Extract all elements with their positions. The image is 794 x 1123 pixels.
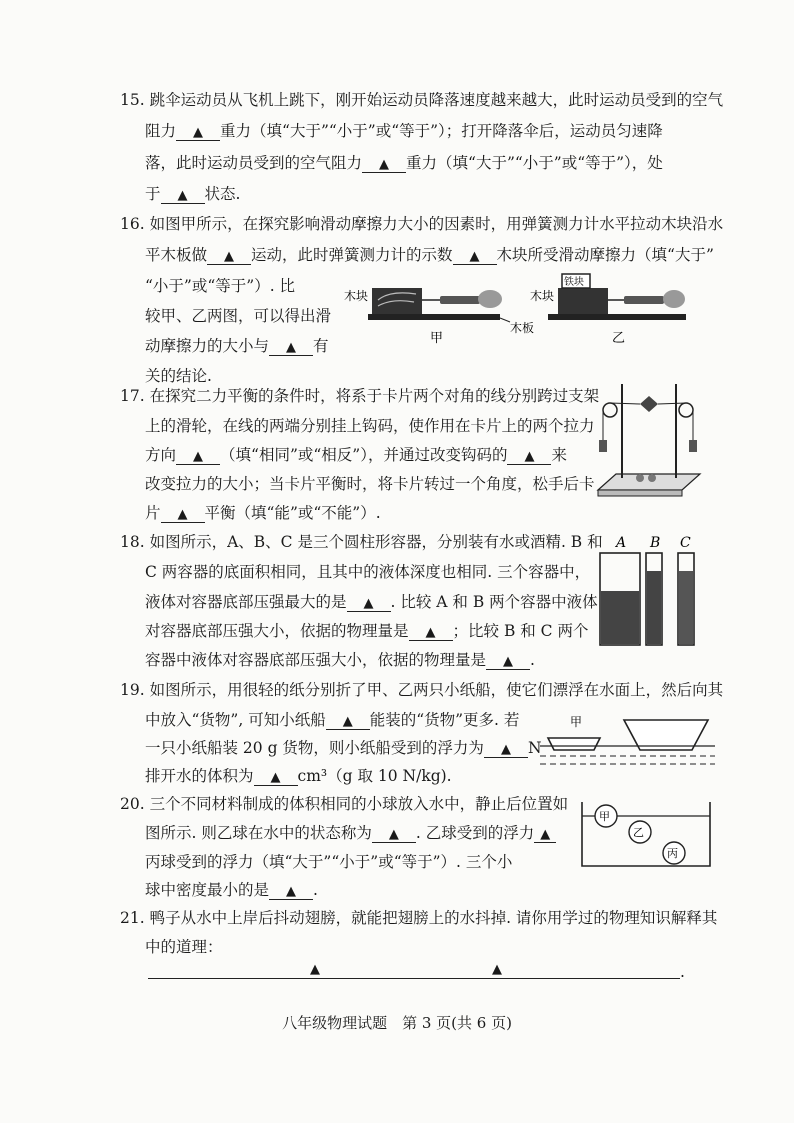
boat-jia — [548, 738, 600, 750]
board-left — [368, 314, 500, 320]
card — [640, 396, 658, 412]
answer-mark: ▲ — [363, 596, 374, 611]
q16-text: 有 — [313, 337, 329, 355]
fig-label: 铁块 — [564, 277, 584, 288]
q18-blank-2[interactable] — [409, 622, 453, 641]
answer-mark: ▲ — [270, 770, 281, 785]
q18-blank-3[interactable] — [486, 651, 530, 670]
liquid-a — [601, 591, 639, 644]
q20-line2 — [145, 823, 556, 843]
q16-line5 — [145, 336, 329, 356]
q16-line3: “小于”或“等于”）. 比 — [145, 277, 296, 295]
fig-label: 甲 — [570, 715, 583, 729]
q16-text: 木块所受滑动摩擦力（填“大于” — [496, 246, 714, 264]
pulley-right — [679, 403, 693, 417]
q18-line5 — [145, 650, 535, 670]
fig-label: 丙 — [667, 847, 678, 860]
answer-mark: ▲ — [469, 249, 480, 264]
answer-mark: ▲ — [500, 742, 511, 757]
q16-blank-2[interactable] — [453, 246, 497, 265]
board-right — [548, 314, 686, 320]
q17-blank-3[interactable] — [161, 504, 205, 523]
fig-label: 木板 — [510, 321, 535, 335]
q17-blank-1[interactable] — [176, 446, 220, 465]
q15-line1: 15. 跳伞运动员从飞机上跳下，刚开始运动员降落速度越来越大，此时运动员受到的空气 — [120, 91, 724, 109]
paper-boats-figure — [540, 712, 715, 770]
q15-text: 重力（填“大于”“小于”或“等于”）；打开降落伞后，运动员匀速降 — [220, 122, 663, 140]
label-b: B — [650, 535, 661, 551]
q15-blank-2[interactable] — [362, 154, 406, 173]
q16-line1: 16. 如图甲所示，在探究影响滑动摩擦力大小的因素时，用弹簧测力计水平拉动木块沿水 — [120, 215, 724, 233]
pulley-left — [603, 403, 617, 417]
q17-text: 方向 — [145, 446, 177, 464]
page-footer: 八年级物理试题 第 3 页(共 6 页) — [282, 1014, 512, 1032]
q19-line1: 19. 如图所示，用很轻的纸分别折了甲、乙两只小纸船，使它们漂浮在水面上，然后向其 — [120, 681, 724, 699]
answer-mark: ▲ — [193, 449, 204, 464]
q15-text: 于 — [145, 185, 161, 203]
q19-text: cm³（g 取 10 N/kg). — [297, 767, 452, 785]
answer-mark: ▲ — [379, 157, 390, 172]
answer-mark: ▲ — [342, 714, 353, 729]
q20-line4 — [145, 880, 318, 900]
q19-text: 一只小纸船装 20 g 货物，则小纸船受到的浮力为 — [145, 739, 484, 757]
answer-mark: ▲ — [524, 449, 535, 464]
q16-blank-3[interactable] — [269, 337, 313, 356]
q20-blank-1[interactable] — [372, 824, 416, 843]
containers-figure — [596, 533, 702, 648]
q15-line2 — [145, 121, 663, 141]
q18-text: ；比较 B 和 C 两个 — [452, 622, 589, 640]
q20-text: . — [313, 881, 318, 899]
q20-text: . 乙球受到的浮力 — [415, 824, 535, 842]
q21-answer-line[interactable] — [148, 978, 680, 979]
liquid-b — [647, 571, 661, 644]
q19-line2 — [145, 710, 519, 730]
q16-line4: 较甲、乙两图，可以得出滑 — [145, 307, 332, 325]
q19-text: N — [527, 739, 542, 757]
wood-block-right — [558, 288, 608, 314]
spring-scale-left — [440, 296, 480, 304]
label-a: A — [616, 535, 627, 551]
q20-text: 图所示. 则乙球在水中的状态称为 — [145, 824, 372, 842]
balance-apparatus-figure — [594, 378, 704, 504]
label-c: C — [680, 535, 691, 551]
q15-line4 — [145, 184, 240, 204]
q17-line4: 改变拉力的大小；当卡片平衡时，将卡片转过一个角度，松手后卡 — [145, 475, 595, 493]
answer-mark: ▲ — [193, 125, 204, 140]
q15-text: 阻力 — [145, 122, 177, 140]
fig-label: 乙 — [612, 331, 626, 346]
q15-text: 重力（填“大于”“小于”或“等于”），处 — [406, 154, 663, 172]
q21-end-period: . — [680, 963, 685, 981]
q17-blank-2[interactable] — [507, 446, 551, 465]
fig-label: 木块 — [530, 289, 555, 303]
q17-text: （填“相同”或“相反”），并通过改变钩码的 — [220, 446, 508, 464]
q18-text: . 比较 A 和 B 两个容器中液体 — [390, 593, 598, 611]
liquid-c — [679, 571, 693, 644]
answer-mark: ▲ — [286, 340, 297, 355]
spring-scale-right — [624, 296, 664, 304]
q16-blank-1[interactable] — [207, 246, 251, 265]
q19-text: 能装的“货物”更多. 若 — [369, 711, 520, 729]
fig-label: 木块 — [344, 289, 369, 303]
fig-label: 甲 — [599, 810, 610, 823]
q17-text: 来 — [551, 446, 567, 464]
q18-text: 容器中液体对容器底部压强大小，依据的物理量是 — [145, 651, 487, 669]
fig-label: 甲 — [430, 331, 444, 346]
q16-line6: 关的结论. — [145, 367, 212, 385]
hand-right — [663, 290, 685, 308]
q19-text: 排开水的体积为 — [145, 767, 254, 785]
answer-mark: ▲ — [503, 654, 514, 669]
q19-text: 中放入“货物”, 可知小纸船 — [145, 711, 326, 729]
answer-mark: ▲ — [310, 962, 320, 977]
q19-blank-2[interactable] — [484, 739, 528, 758]
q19-line4 — [145, 766, 452, 786]
q21-line1: 21. 鸭子从水中上岸后抖动翅膀，就能把翅膀上的水抖掉. 请你用学过的物理知识解释其 — [120, 909, 718, 927]
balls-in-water-figure — [578, 800, 714, 870]
q18-text: . — [530, 651, 535, 669]
q18-line1: 18. 如图所示，A、B、C 是三个圆柱形容器，分别装有水或酒精. B 和 — [120, 533, 603, 551]
q20-blank-3[interactable] — [269, 881, 313, 900]
answer-mark: ▲ — [177, 188, 188, 203]
fig-label: 乙 — [633, 826, 644, 839]
q17-line2: 上的滑轮，在线的两端分别挂上钩码，使作用在卡片上的两个拉力 — [145, 417, 595, 435]
q20-blank-2[interactable] — [534, 824, 556, 843]
q16-text: 动摩擦力的大小与 — [145, 337, 270, 355]
q20-text: 球中密度最小的是 — [145, 881, 270, 899]
q17-text: 平衡（填“能”或“不能”）. — [204, 504, 381, 522]
answer-mark: ▲ — [425, 625, 436, 640]
q20-line1: 20. 三个不同材料制成的体积相同的小球放入水中，静止后位置如 — [120, 795, 569, 813]
q16-text: 运动，此时弹簧测力计的示数 — [251, 246, 453, 264]
q17-line5 — [145, 503, 381, 523]
answer-mark: ▲ — [492, 962, 502, 977]
hand-left — [478, 290, 502, 308]
q15-blank-3[interactable] — [161, 185, 205, 204]
q17-text: 片 — [145, 504, 161, 522]
q18-blank-1[interactable] — [347, 593, 391, 612]
answer-mark: ▲ — [388, 827, 399, 842]
q18-text: 对容器底部压强大小，依据的物理量是 — [145, 622, 409, 640]
q21-line2: 中的道理： — [145, 938, 223, 956]
q17-line3 — [145, 445, 567, 465]
q19-blank-3[interactable] — [254, 767, 298, 786]
answer-mark: ▲ — [540, 827, 551, 842]
q17-line1: 17. 在探究二力平衡的条件时，将系于卡片两个对角的线分别跨过支架 — [120, 387, 600, 405]
friction-figure — [340, 270, 690, 350]
answer-mark: ▲ — [177, 507, 188, 522]
q15-text: 落，此时运动员受到的空气阻力 — [145, 154, 363, 172]
q18-text: 液体对容器底部压强最大的是 — [145, 593, 347, 611]
answer-mark: ▲ — [286, 884, 297, 899]
q19-line3 — [145, 738, 542, 758]
answer-mark: ▲ — [224, 249, 235, 264]
weight-left — [599, 440, 607, 452]
q18-line3 — [145, 592, 598, 612]
q18-line2: C 两容器的底面积相同，且其中的液体深度也相同. 三个容器中， — [145, 563, 591, 581]
q18-line4 — [145, 621, 588, 641]
q20-line3: 丙球受到的浮力（填“大于”“小于”或“等于”）. 三个小 — [145, 853, 513, 871]
q16-text: 平木板做 — [145, 246, 208, 264]
q19-blank-1[interactable] — [326, 711, 370, 730]
q15-line3 — [145, 153, 663, 173]
q15-text: 状态. — [204, 185, 241, 203]
q15-blank-1[interactable] — [176, 122, 220, 141]
weight-right — [689, 440, 697, 452]
q16-line2 — [145, 245, 714, 265]
